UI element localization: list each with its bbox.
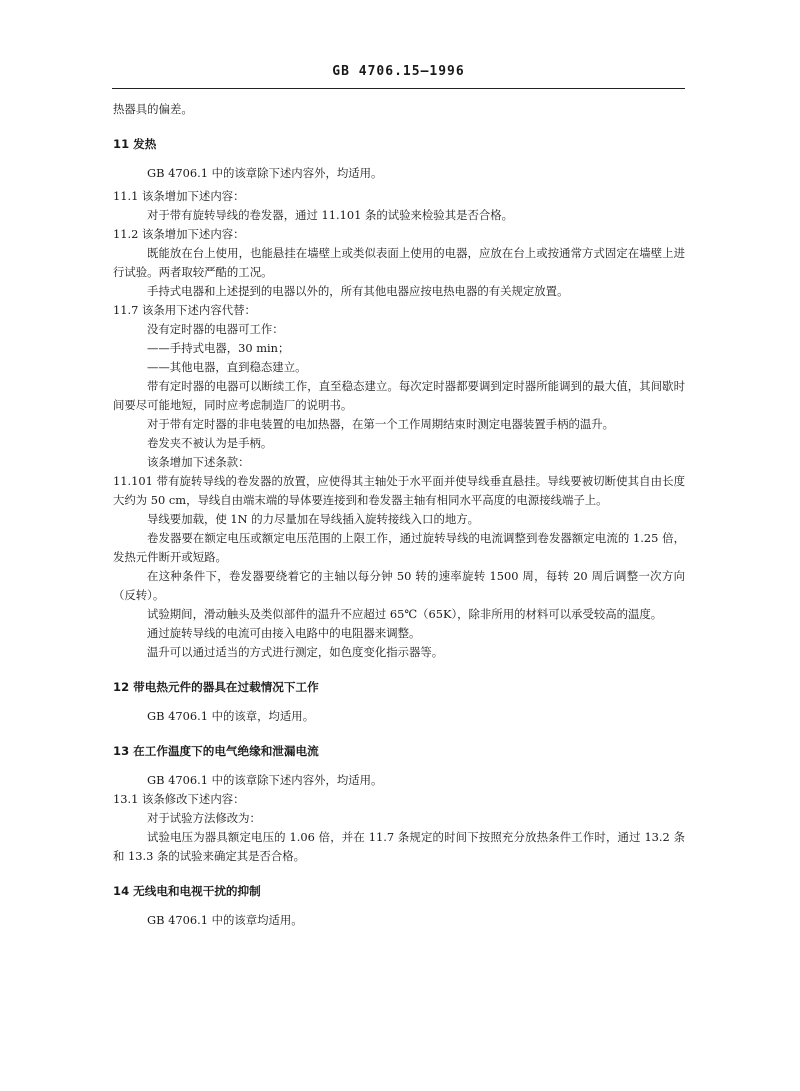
section-13-intro: GB 4706.1 中的该章除下述内容外，均适用。 [147,773,383,787]
section-heading-12: 12 带电热元件的器具在过载情况下工作 [113,680,319,694]
clause-13-1: 13.1 该条修改下述内容： [113,792,245,806]
section-12-intro: GB 4706.1 中的该章，均适用。 [147,709,315,723]
section-heading-14: 14 无线电和电视干扰的抑制 [113,884,261,898]
clause-11-7-dash-2: ——其他电器，直到稳态建立。 [147,360,307,374]
clause-11-101-text-2: 卷发器要在额定电压或额定电压范围的上限工作，通过旋转导线的电流调整到卷发器额定电流的 1.25 倍，发热元件断开或短路。 [113,531,685,564]
clause-13-1-text-1: 对于试验方法修改为： [147,811,261,825]
clause-11-101-text-4: 试验期间，滑动触头及类似部件的温升不应超过 65℃（65K），除非所用的材料可以承受较高的温度。 [147,607,663,621]
clause-11-2-text-2: 手持式电器和上述提到的电器以外的，所有其他电器应按电热电器的有关规定放置。 [147,284,569,298]
clause-11-101-text-5: 通过旋转导线的电流可由接入电路中的电阻器来调整。 [147,626,421,640]
clause-11-101-text-6: 温升可以通过适当的方式进行测定，如色度变化指示器等。 [147,645,444,659]
clause-11-101-text-3: 在这种条件下，卷发器要绕着它的主轴以每分钟 50 转的速率旋转 1500 周，每转 20 周后调整一次方向（反转）。 [113,569,685,602]
clause-11-101-text-1: 导线要加载，使 1N 的力尽量加在导线插入旋转接线入口的地方。 [147,512,480,526]
document-body [113,96,685,930]
clause-13-1-text-2: 试验电压为器具额定电压的 1.06 倍，并在 11.7 条规定的时间下按照充分放热条件工作时，通过 13.2 条和 13.3 条的试验来确定其是否合格。 [113,830,685,863]
clause-11-2-text-1: 既能放在台上使用，也能悬挂在墙壁上或类似表面上使用的电器，应放在台上或按通常方式固定在墙壁上进行试验。两者取较严酷的工况。 [113,246,685,279]
clause-11-7: 11.7 该条用下述内容代替： [113,303,256,317]
clause-11-7-text-1: 没有定时器的电器可工作： [147,322,284,336]
section-14-intro: GB 4706.1 中的该章均适用。 [147,913,303,927]
section-heading-13: 13 在工作温度下的电气绝缘和泄漏电流 [113,744,319,758]
section-11-intro: GB 4706.1 中的该章除下述内容外，均适用。 [147,166,383,180]
clause-11-1: 11.1 该条增加下述内容： [113,189,245,203]
standard-code-header: GB 4706.15—1996 [332,64,465,79]
clause-11-7-text-4: 卷发夹不被认为是手柄。 [147,436,273,450]
continued-text: 热器具的偏差。 [113,102,193,116]
clause-11-7-text-3: 对于带有定时器的非电装置的电加热器，在第一个工作周期结束时测定电器装置手柄的温升。 [147,417,615,431]
clause-11-101: 11.101 带有旋转导线的卷发器的放置，应使得其主轴处于水平面并使导线垂直悬挂。导线要被切断使其自由长度大约为 50 cm，导线自由端末端的导体要连接到和卷发器主轴有相同水平高度的电源接线端子上。 [113,474,685,507]
clause-11-7-text-5: 该条增加下述条款： [147,455,250,469]
clause-11-2: 11.2 该条增加下述内容： [113,227,245,241]
clause-11-7-dash-1: ——手持式电器，30 min； [147,341,290,355]
clause-11-1-text: 对于带有旋转导线的卷发器，通过 11.101 条的试验来检验其是否合格。 [147,208,514,222]
section-heading-11: 11 发热 [113,137,157,151]
header-rule [112,88,685,89]
clause-11-7-text-2: 带有定时器的电器可以断续工作，直至稳态建立。每次定时器都要调到定时器所能调到的最大值，其间歇时间要尽可能地短，同时应考虑制造厂的说明书。 [113,379,685,412]
